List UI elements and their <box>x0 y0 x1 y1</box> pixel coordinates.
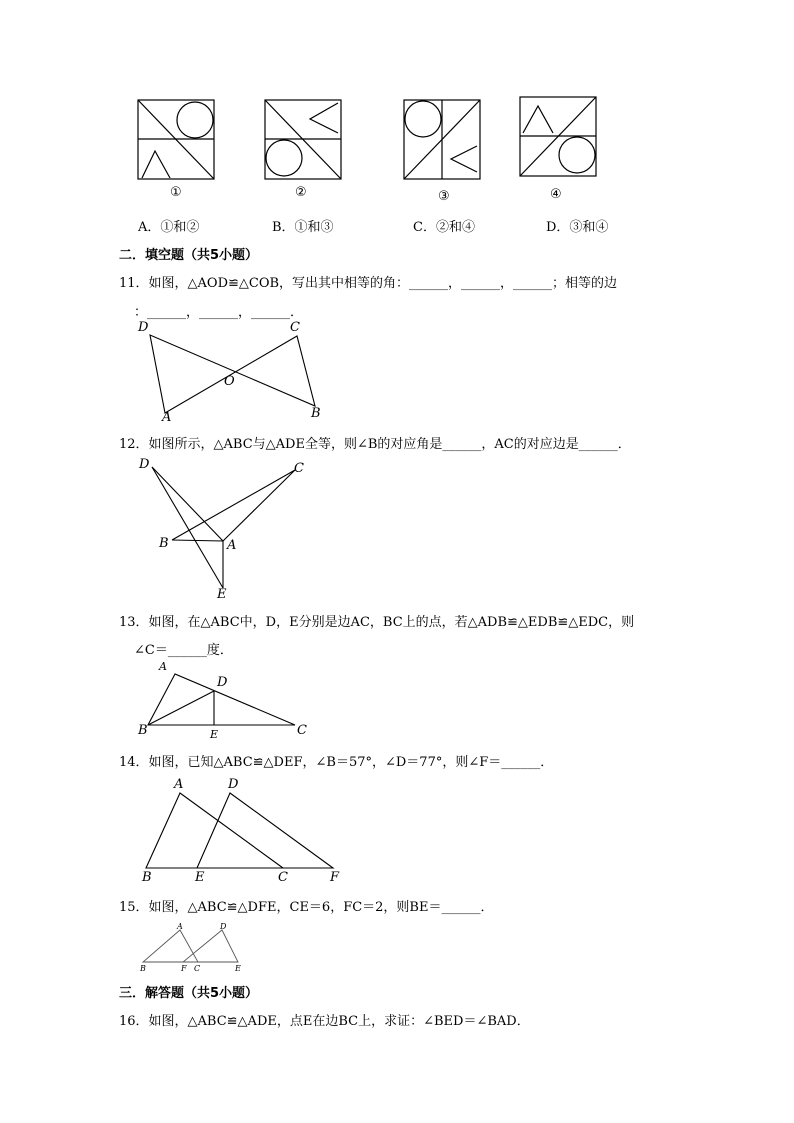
question-15: 15．如图，△ABC≌△DFE，CE＝6，FC＝2，则BE＝______． <box>119 900 494 915</box>
question-15-figure <box>135 920 250 970</box>
q11-label-b: B <box>311 406 321 421</box>
option-d: D．③和④ <box>546 220 609 235</box>
figure-4 <box>519 96 597 178</box>
q11-label-d: D <box>138 320 149 335</box>
q13-label-d: D <box>217 675 228 690</box>
q12-label-d: D <box>139 457 150 472</box>
question-12-figure <box>135 455 315 595</box>
q14-label-c: C <box>278 870 288 885</box>
question-14-figure <box>135 780 345 875</box>
section-title-answer: 三．解答题（共5小题） <box>119 986 259 1001</box>
q15-label-c: C <box>194 964 201 973</box>
q14-label-d: D <box>228 777 239 792</box>
q14-label-e: E <box>195 870 205 885</box>
q12-label-b: B <box>159 536 169 551</box>
q15-label-a: A <box>177 922 183 931</box>
q13-label-c: C <box>297 723 307 738</box>
figure-1-label: ① <box>170 185 182 200</box>
question-12: 12．如图所示，△ABC与△ADE全等，则∠B的对应角是______，AC的对应边是______． <box>119 437 631 452</box>
q12-label-c: C <box>294 461 304 476</box>
question-11-line2: ：______，______，______． <box>134 305 304 320</box>
figure-3 <box>403 99 481 181</box>
question-13-line2: ∠C＝______度． <box>134 643 233 658</box>
q15-label-f: F <box>181 964 187 973</box>
q15-label-b: B <box>140 964 146 973</box>
q14-label-f: F <box>330 870 340 885</box>
q14-label-b: B <box>142 870 152 885</box>
q11-label-o: O <box>224 374 235 389</box>
q13-label-b: B <box>138 723 148 738</box>
q13-label-a: A <box>159 660 167 673</box>
q11-label-c: C <box>290 320 300 335</box>
option-b: B．①和③ <box>272 220 334 235</box>
figure-2 <box>264 99 342 181</box>
q12-label-e: E <box>217 587 227 602</box>
q15-label-d: D <box>220 922 227 931</box>
q15-label-e: E <box>235 964 241 973</box>
section-title-fill-in: 二．填空题（共5小题） <box>119 248 259 263</box>
option-c: C．②和④ <box>413 220 475 235</box>
q12-label-a: A <box>227 538 237 553</box>
question-16: 16．如图，△ABC≌△ADE，点E在边BC上，求证：∠BED＝∠BAD． <box>119 1014 530 1029</box>
question-13-line1: 13．如图，在△ABC中，D，E分别是边AC，BC上的点，若△ADB≌△EDB≌△EDC，则 <box>119 615 635 630</box>
figure-1 <box>137 99 215 181</box>
figure-3-label: ③ <box>438 189 450 204</box>
figure-2-label: ② <box>295 185 307 200</box>
figure-4-label: ④ <box>550 187 562 202</box>
q14-label-a: A <box>174 777 184 792</box>
q13-label-e: E <box>210 728 219 741</box>
q11-label-a: A <box>162 410 172 425</box>
question-14: 14．如图，已知△ABC≌△DEF，∠B＝57°，∠D＝77°，则∠F＝______． <box>119 755 554 770</box>
option-a: A．①和② <box>138 220 200 235</box>
question-11-line1: 11．如图，△AOD≌△COB，写出其中相等的角：______，______，______；相等的边 <box>119 276 618 291</box>
